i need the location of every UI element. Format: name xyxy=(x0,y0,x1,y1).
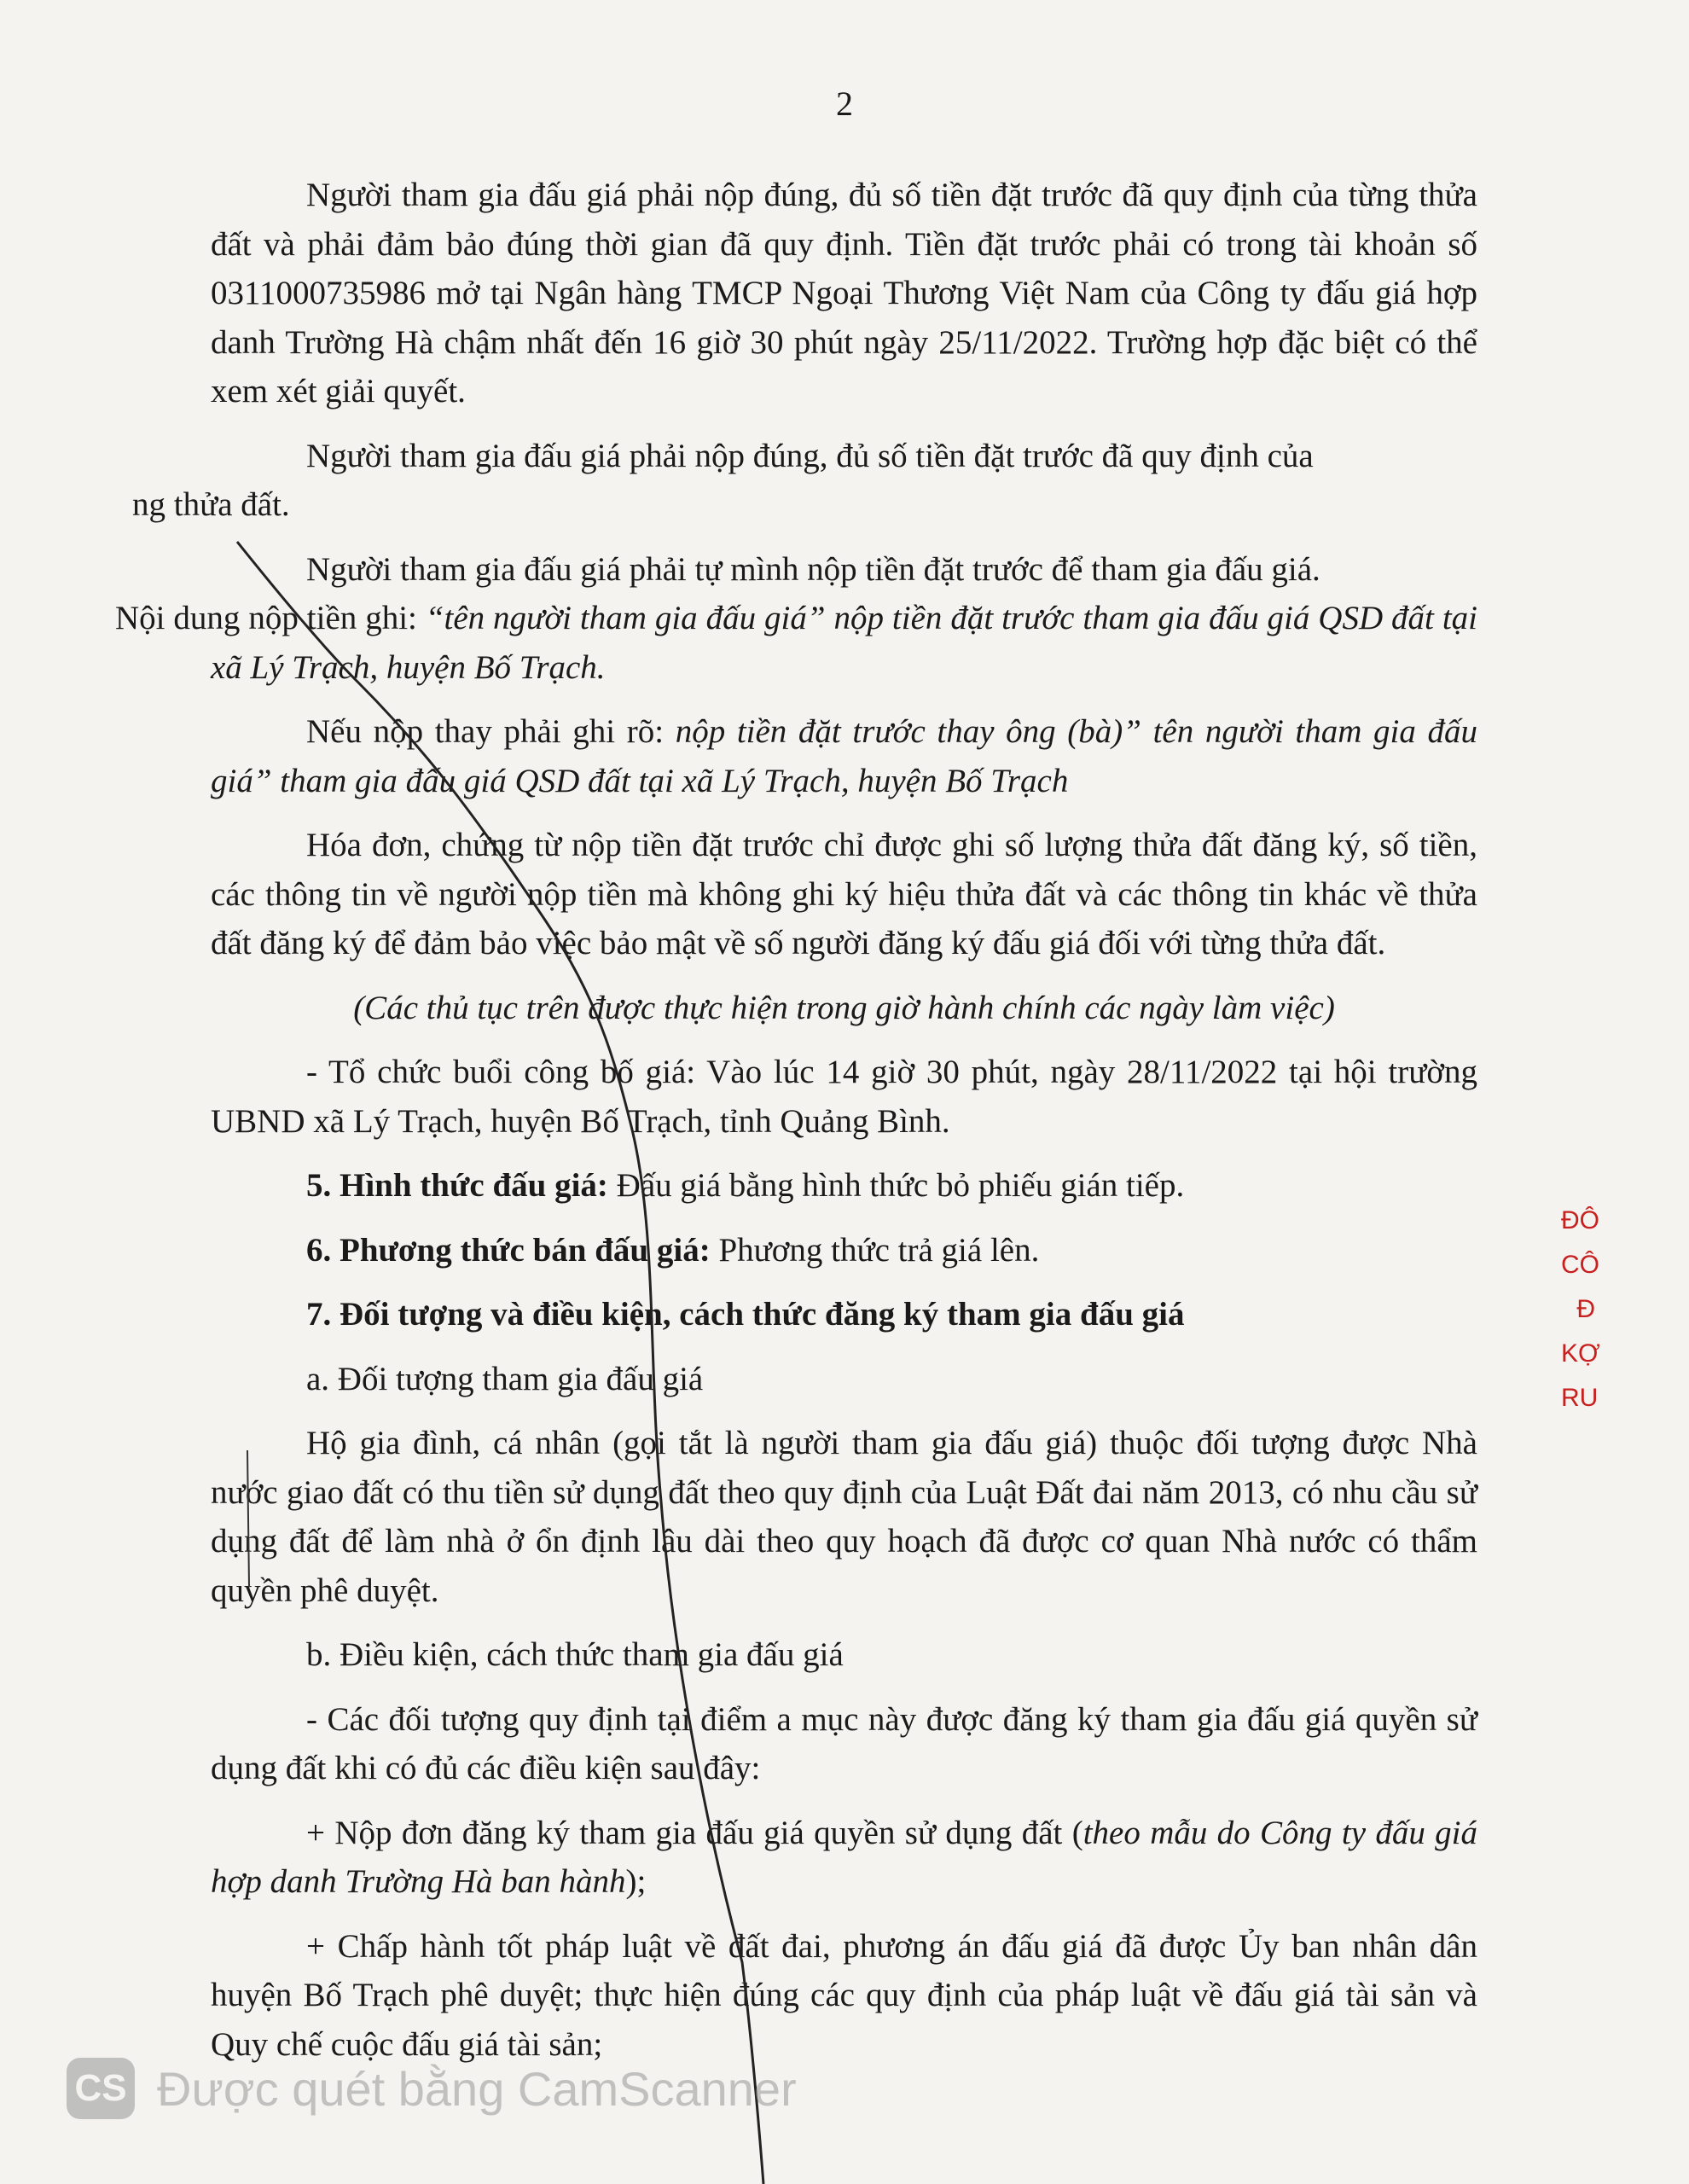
camscanner-logo-icon: CS xyxy=(67,2058,135,2119)
text-line: Nếu nộp thay phải ghi rõ: xyxy=(306,713,676,750)
section-6-text: Phương thức trả giá lên. xyxy=(710,1231,1040,1269)
camscanner-watermark xyxy=(67,2054,797,2123)
application-italic: theo mẫu do Công ty đấu giá hợp danh Trường Hà ban hành xyxy=(211,1814,1477,1900)
stamp-line: Đ xyxy=(1576,1295,1595,1323)
text-line: Người tham gia đấu giá phải tự mình nộp tiền đặt trước để tham gia đấu giá. xyxy=(306,550,1320,588)
paragraph-compliance: + Chấp hành tốt pháp luật về đất đai, phương án đấu giá đã được Ủy ban nhân dân huyện Bố Trạch phê duyệt; thực hiện đúng các quy định của pháp luật về đấu giá tài sản và Quy chế cuộc đấu giá tài sản; xyxy=(211,1927,1477,2063)
text-line: Nội dung nộp tiền ghi: xyxy=(115,600,426,636)
section-5 xyxy=(211,1161,1477,1211)
page-number: 2 xyxy=(836,84,853,123)
section-5-heading: 5. Hình thức đấu giá: xyxy=(306,1167,608,1204)
stamp-line: RU xyxy=(1561,1384,1599,1412)
section-6-heading: 6. Phương thức bán đấu giá: xyxy=(306,1231,711,1269)
stamp-line: KỢ xyxy=(1561,1339,1600,1368)
section-7-heading: 7. Đối tượng và điều kiện, cách thức đăng ký tham gia đấu giá xyxy=(306,1296,1185,1333)
text-fragment: ); xyxy=(625,1863,647,1900)
paragraph-proxy-payment xyxy=(211,707,1477,805)
paragraph-application xyxy=(211,1809,1477,1907)
paragraph-deposit-repeat xyxy=(132,432,1477,530)
stamp-line: CÔ xyxy=(1561,1251,1599,1279)
paragraph-self-payment xyxy=(115,545,1477,693)
section-6 xyxy=(211,1226,1477,1275)
paragraph-working-hours: (Các thủ tục trên được thực hiện trong giờ hành chính các ngày làm việc) xyxy=(353,989,1335,1026)
document-body xyxy=(115,171,1477,2084)
section-7 xyxy=(211,1290,1477,1339)
section-5-text: Đấu giá bằng hình thức bỏ phiếu gián tiếp. xyxy=(607,1167,1185,1204)
paragraph-deposit: Người tham gia đấu giá phải nộp đúng, đủ số tiền đặt trước đã quy định của từng thửa đất và phải đảm bảo đúng thời gian đã quy định. Tiền đặt trước phải có trong tài khoản số 0311000735986 mở tại Ngân hàng TMCP Ngoại Thương Việt Nam của Công ty đấu giá hợp danh Trường Hà chậm nhất đến 16 giờ 30 phút ngày 25/11/2022. Trường hợp đặc biệt có thể xem xét giải quyết. xyxy=(211,177,1477,410)
proxy-note-italic: nộp tiền đặt trước thay ông (bà)” tên người tham gia đấu giá” tham gia đấu giá QSD đất tại xã Lý Trạch, huyện Bố Trạch xyxy=(211,713,1477,799)
stamp-line: ĐÔ xyxy=(1561,1206,1599,1234)
text-fragment: ng thửa đất. xyxy=(132,486,290,523)
watermark-text: Được quét bằng CamScanner xyxy=(157,2061,797,2116)
paragraph-price-announcement: - Tổ chức buổi công bố giá: Vào lúc 14 giờ 30 phút, ngày 28/11/2022 tại hội trường UBND xã Lý Trạch, huyện Bố Trạch, tỉnh Quảng Bình. xyxy=(211,1054,1477,1140)
section-7b-heading: b. Điều kiện, cách thức tham gia đấu giá xyxy=(306,1636,844,1673)
payment-note-italic: “tên người tham gia đấu giá” nộp tiền đặt trước tham gia đấu giá QSD đất tại xã Lý Trạch, huyện Bố Trạch. xyxy=(211,600,1477,686)
paragraph-eligibility: Hộ gia đình, cá nhân (gọi tắt là người tham gia đấu giá) thuộc đối tượng được Nhà nước giao đất có thu tiền sử dụng đất theo quy định của Luật Đất đai năm 2013, có nhu cầu sử dụng đất để làm nhà ở ổn định lâu dài theo quy hoạch đã được cơ quan Nhà nước có thẩm quyền phê duyệt. xyxy=(211,1425,1477,1609)
text-line: Người tham gia đấu giá phải nộp đúng, đủ số tiền đặt trước đã quy định của xyxy=(306,437,1314,474)
paragraph-invoice: Hóa đơn, chứng từ nộp tiền đặt trước chỉ được ghi số lượng thửa đất đăng ký, số tiền, các thông tin về người nộp tiền mà không ghi ký hiệu thửa đất và các thông tin khác về thửa đất đăng ký để đảm bảo việc bảo mật về số người đăng ký đấu giá đối với từng thửa đất. xyxy=(211,827,1477,961)
paragraph-conditions: - Các đối tượng quy định tại điểm a mục này được đăng ký tham gia đấu giá quyền sử dụng đất khi có đủ các điều kiện sau đây: xyxy=(211,1700,1477,1786)
red-stamp-fragment xyxy=(1561,1199,1600,1420)
section-7a-heading: a. Đối tượng tham gia đấu giá xyxy=(306,1360,704,1397)
text-fragment: + Nộp đơn đăng ký tham gia đấu giá quyền sử dụng đất ( xyxy=(306,1814,1083,1851)
